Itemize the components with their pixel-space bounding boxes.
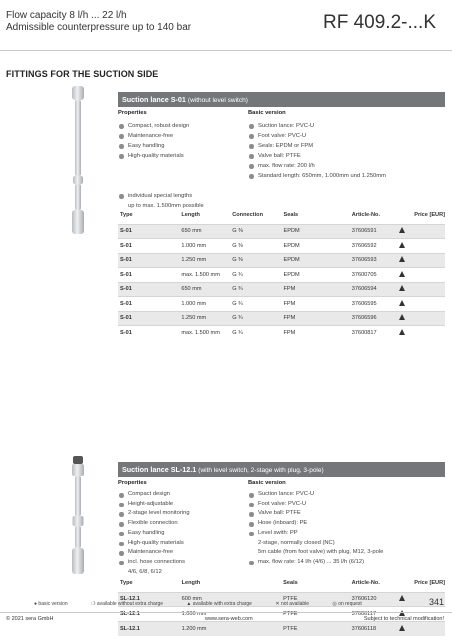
table-cell: 650 mm (181, 282, 232, 297)
legend-extra-charge: ▲ available with extra charge (186, 601, 252, 607)
legend (34, 601, 384, 607)
col-price: Price [EUR] (414, 579, 445, 586)
col-type: Type (120, 579, 133, 586)
col-seals: Seals (283, 579, 298, 586)
footer-note: Subject to technical modification! (363, 616, 444, 622)
cell-type: SL-12.1 (118, 607, 182, 622)
table-cell: 37606592 (352, 239, 399, 254)
table-row (118, 326, 445, 341)
table-cell: 37606120 (352, 592, 399, 607)
properties-heading: Properties (118, 480, 147, 486)
col-connection: Connection (232, 211, 263, 218)
table-cell: 1.250 mm (181, 253, 232, 268)
flow-capacity-line: Flow capacity 8 l/h ... 22 l/h (6, 10, 127, 21)
table-cell: G ⅜ (232, 224, 283, 239)
counterpressure-line: Admissible counterpressure up to 140 bar (6, 22, 192, 33)
extra-charge-icon (399, 314, 405, 320)
legend-no-extra-charge: ❍ available without extra charge (91, 601, 164, 607)
table-row (118, 311, 445, 326)
product-title: Suction lance SL-12.1 (122, 465, 197, 474)
extra-charge-icon (399, 227, 405, 233)
table-row (118, 297, 445, 312)
list-item: max. flow rate: 200 l/h (248, 161, 386, 171)
list-item: Valve ball: PTFE (248, 151, 386, 161)
table-row (118, 268, 445, 283)
table-cell: 37606596 (352, 311, 399, 326)
list-item: 4/6, 6/8, 6/12 (128, 568, 162, 575)
basic-version-heading: Basic version (248, 110, 286, 116)
model-title: RF 409.2-...K (323, 12, 436, 33)
cell-type: S-01 (118, 253, 181, 268)
page-number: 341 (428, 597, 444, 607)
table-cell: 1.000 mm (181, 297, 232, 312)
table-cell: max. 1.500 mm (181, 326, 232, 341)
properties-list-sl121 (118, 490, 190, 577)
extra-charge-icon (399, 285, 405, 291)
list-item: Suction lance: PVC-U (248, 121, 386, 131)
cell-type: S-01 (118, 239, 181, 254)
table-cell: 37606595 (352, 297, 399, 312)
table-row (118, 253, 445, 268)
extra-charge-icon (399, 256, 405, 262)
table-cell: EPDM (284, 268, 352, 283)
col-article-no: Article-No. (351, 211, 381, 218)
product-title: Suction lance S-01 (122, 95, 186, 104)
list-item: Level swith: PP (248, 529, 383, 539)
cell-type: S-01 (118, 224, 181, 239)
list-item: Suction lance: PVC-U (248, 490, 383, 500)
col-article-no: Article-No. (351, 579, 380, 586)
basic-version-heading: Basic version (248, 480, 286, 486)
list-item: High-quality materials (118, 151, 204, 161)
product-header-sl121 (118, 462, 445, 477)
list-item: Compact design (118, 490, 190, 500)
article-table-s01 (118, 206, 445, 340)
table-cell: EPDM (284, 239, 352, 254)
table-cell: FPM (284, 297, 352, 312)
table-cell: 1.000 mm (181, 239, 232, 254)
extra-charge-icon (399, 625, 405, 631)
extra-charge-icon (399, 242, 405, 248)
list-item: Foot valve: PVC-U (248, 500, 383, 510)
col-type: Type (120, 211, 133, 218)
price-cell (399, 311, 445, 326)
list-item: up to max. 1.500mm possible (128, 203, 204, 210)
table-cell: 37606117 (352, 607, 399, 622)
product-subtitle: (without level switch) (187, 97, 248, 104)
table-cell: 37606594 (352, 282, 399, 297)
list-item: Height-adjustable (118, 500, 190, 510)
table-cell: 37600817 (352, 326, 399, 341)
table-row (118, 621, 445, 636)
list-item: High-quality materials (118, 539, 190, 549)
list-item: Hose (inboard): PE (248, 519, 383, 529)
list-item: max. flow rate: 14 l/h (4/6) ... 35 l/h (6/12) (248, 558, 383, 568)
table-cell: EPDM (284, 253, 352, 268)
table-row (118, 224, 445, 239)
table-cell: EPDM (284, 224, 352, 239)
legend-not-available: ✕ not available (275, 601, 310, 607)
cell-type: SL-12.1 (118, 592, 182, 607)
cell-type: SL-12.1 (118, 621, 182, 636)
price-cell (399, 282, 445, 297)
list-item: incl. hose connections (118, 558, 190, 568)
price-cell (399, 297, 445, 312)
footer-url[interactable]: www.sera-web.com (205, 616, 253, 622)
properties-list-s01 (118, 121, 204, 212)
price-cell (399, 224, 445, 239)
table-cell: 37606118 (352, 621, 399, 636)
list-item: Flexible connection (118, 519, 190, 529)
price-cell (399, 253, 445, 268)
list-item: 2-stage, normally closed (NC) (258, 539, 335, 546)
list-item: Seals: EPDM or FPM (248, 141, 386, 151)
extra-charge-icon (399, 271, 405, 277)
price-cell (399, 239, 445, 254)
table-cell: 1.200 mm (182, 621, 284, 636)
extra-charge-icon (399, 300, 405, 306)
table-cell: G ⅜ (232, 253, 283, 268)
footer-copyright: © 2021 sera GmbH (6, 616, 54, 622)
price-cell (399, 326, 445, 341)
list-item: Maintenance-free (118, 131, 204, 141)
table-cell: 37606591 (352, 224, 399, 239)
table-cell: G ¾ (232, 311, 283, 326)
list-item: 2-stage level monitoring (118, 509, 190, 519)
suction-lance-sl121-image (58, 456, 98, 576)
table-cell: FPM (284, 311, 352, 326)
table-cell: FPM (284, 326, 352, 341)
list-item: Foot valve: PVC-U (248, 131, 386, 141)
table-cell: G ¾ (232, 297, 283, 312)
footer-divider (0, 612, 452, 613)
product-subtitle: (with level switch, 2-stage with plug, 3-pole) (198, 467, 324, 474)
table-cell: FPM (284, 282, 352, 297)
suction-lance-s01-image (58, 86, 98, 236)
table-cell: G ⅜ (232, 239, 283, 254)
section-title: FITTINGS FOR THE SUCTION SIDE (6, 69, 159, 79)
extra-charge-icon (399, 329, 405, 335)
basic-list-s01 (248, 121, 386, 182)
extra-charge-icon (399, 595, 405, 601)
list-item: Easy handling (118, 141, 204, 151)
cell-type: S-01 (118, 326, 181, 341)
list-item: Maintenance-free (118, 548, 190, 558)
legend-on-request: ◎ on request (332, 601, 362, 607)
list-item: Valve ball: PTFE (248, 509, 383, 519)
list-item: Compact, robust design (118, 121, 204, 131)
list-item: individual special lengths (118, 191, 204, 201)
properties-heading: Properties (118, 110, 147, 116)
table-cell: G ¾ (232, 268, 283, 283)
cell-type: S-01 (118, 282, 181, 297)
list-item: Easy handling (118, 529, 190, 539)
table-cell: 37600705 (352, 268, 399, 283)
table-cell: 600 mm (182, 592, 284, 607)
table-row (118, 239, 445, 254)
cell-type: S-01 (118, 311, 181, 326)
col-seals: Seals (283, 211, 299, 218)
cell-type: S-01 (118, 297, 181, 312)
table-header-row (118, 574, 445, 592)
table-cell: max. 1.500 mm (181, 268, 232, 283)
header-subtitle (6, 10, 191, 34)
col-length: Length (181, 211, 200, 218)
col-price: Price [EUR] (414, 211, 445, 218)
table-cell: PTFE (283, 592, 351, 607)
list-item: 5m cable (from foot valve) with plug, M12, 3-pole (258, 549, 384, 556)
legend-basic-version: ● basic version (34, 601, 68, 607)
table-cell: 1.000 mm (182, 607, 284, 622)
table-header-row (118, 206, 445, 224)
table-cell: 650 mm (181, 224, 232, 239)
basic-list-sl121 (248, 490, 383, 568)
table-cell: PTFE (283, 621, 351, 636)
price-cell (399, 268, 445, 283)
price-cell (399, 621, 445, 636)
col-length: Length (181, 579, 201, 586)
table-cell: PTFE (283, 607, 351, 622)
table-cell: G ¾ (232, 282, 283, 297)
table-cell: 1.250 mm (181, 311, 232, 326)
table-cell: G ¾ (232, 326, 283, 341)
table-cell: 37606593 (352, 253, 399, 268)
product-header-s01 (118, 92, 445, 107)
cell-type: S-01 (118, 268, 181, 283)
header-divider (0, 50, 452, 51)
table-row (118, 282, 445, 297)
list-item: Standard length: 650mm, 1.000mm und 1.250mm (248, 171, 386, 181)
